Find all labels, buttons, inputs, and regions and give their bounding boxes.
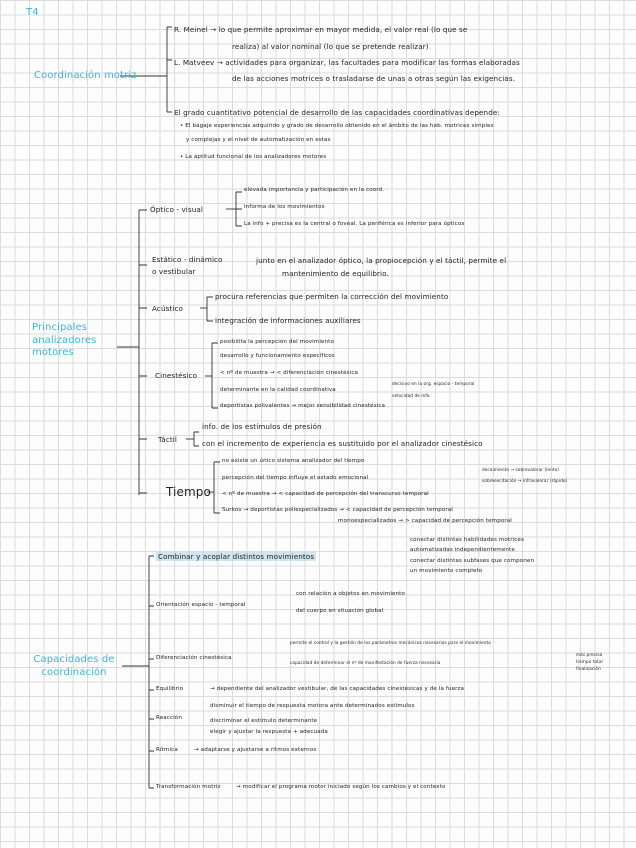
reaccion-label: Reacción <box>156 715 182 721</box>
cinestesico-label: Cinestésico <box>155 371 198 380</box>
s1-line-7: y complejas y el nivel de automatización en estas <box>186 137 331 143</box>
s1-line-4: de las acciones motrices o trasladarse de unas a otras según las exigencias. <box>232 74 516 83</box>
s1-line-3: L. Matveev → actividades para organizar, las facultades para modificar las formas elaboradas <box>174 58 520 67</box>
cinestesico-d2: velocidad de info. <box>392 393 431 398</box>
optico-c: La info + precisa es la central o foveal. La periférica es inferior para ópticos <box>244 221 465 227</box>
transformacion-a: → modificar el programa motor iniciado según los cambios y el contexto <box>236 784 446 790</box>
acustico-a: procura referencias que permiten la corrección del movimiento <box>215 292 449 301</box>
tiempo-b: percepción del tiempo influye el estado emocional <box>222 475 369 481</box>
tiempo-e: monoespecializados → > capacidad de percepción temporal <box>338 518 512 524</box>
heading-analizadores-motores: Principales analizadores motores <box>32 322 97 358</box>
tiempo-b2: sobreexcitación → infravalorar (rápido) <box>482 478 568 483</box>
diferenciacion-label: Diferenciación cinestésica <box>156 655 232 661</box>
heading-capacidades-coordinacion: Capacidades de coordinación <box>33 654 115 678</box>
s1-line-1: R. Meinel → lo que permite aproximar en mayor medida, el valor real (lo que se <box>174 25 468 34</box>
combinar-d: un movimiento completo <box>410 568 483 574</box>
tiempo-a: no existe un único sistema analizador del tiempo <box>222 458 365 464</box>
tiempo-d: Surkov → deportistas poliespecializados → < capacidad de percepción temporal <box>222 507 453 513</box>
acustico-label: Acústico <box>152 304 184 313</box>
estatico-label-2: o vestibular <box>152 267 196 276</box>
diferenciacion-b1: más precisa <box>576 652 603 657</box>
diferenciacion-b: capacidad de determinar el nº de manifestación de fuerza necesaria <box>290 660 441 665</box>
optico-a: elevada importancia y participación en la coord. <box>244 187 385 193</box>
equilibrio-label: Equilibrio <box>156 686 184 692</box>
cinestesico-c: < nº de muestra → < diferenciación cinestésica <box>220 370 359 376</box>
tiempo-b1: decaimiento → sobrevalorar (lento) <box>482 467 560 472</box>
cinestesico-b: desarrollo y funcionamiento específicos <box>220 353 335 359</box>
combinar-c: conectar distintas subfases que componen <box>410 558 535 564</box>
diferenciacion-b3: finalización <box>576 666 601 671</box>
reaccion-c: elegir y ajustar la respuesta + adecuada <box>210 729 328 735</box>
tactil-a: info. de los estímulos de presión <box>202 422 322 431</box>
ritmica-a: → adaptarse y ajustarse a ritmos externos <box>194 747 317 753</box>
optico-b: informa de los movimientos <box>244 204 325 210</box>
tactil-b: con el incremento de experiencia es sustituido por el analizador cinestésico <box>202 439 483 448</box>
s1-line-5: El grado cuantitativo potencial de desarrollo de las capacidades coordinativas depende: <box>174 108 500 117</box>
s1-line-6: • El bagaje experiencias adquirido y grado de desarrollo obtenido en el ámbito de las hab. motrices simples <box>180 123 494 129</box>
orientacion-label: Orientación espacio - temporal <box>156 602 246 608</box>
diferenciacion-b2: tiempo total <box>576 659 603 664</box>
estatico-a: junto en el analizador óptico, la propiocepción y el táctil, permite el <box>256 256 507 265</box>
diferenciacion-a: permite el control y la gestión de los parámetros mecánicos necesarios para el movimiento <box>290 640 491 645</box>
reaccion-b: discriminar el estímulo determinante <box>210 718 318 724</box>
heading-coordinacion-motriz: Coordinación motriz <box>34 70 137 81</box>
tiempo-c: < nº de muestra → < capacidad de percepción del transcurso temporal <box>222 491 429 497</box>
cinestesico-d: determinante en la calidad coordinativa <box>220 387 336 393</box>
transformacion-label: Transformación motriz <box>156 784 221 790</box>
combinar-a: conectar distintas habilidades motrices <box>410 537 524 543</box>
tiempo-label: Tiempo <box>166 485 211 499</box>
estatico-b: mantenimiento de equilibrio. <box>282 269 389 278</box>
cinestesico-a: posibilita la percepción del movimiento <box>220 339 334 345</box>
combinar-label <box>156 553 316 560</box>
reaccion-a: disminuir el tiempo de respuesta motora ante determinados estímulos <box>210 703 415 709</box>
orientacion-b: del cuerpo en situación global <box>296 608 384 614</box>
estatico-label-1: Estático - dinámico <box>152 255 223 264</box>
combinar-b: automatizadas independientemente <box>410 547 515 553</box>
acustico-b: integración de informaciones auxiliares <box>215 316 361 325</box>
tactil-label: Táctil <box>158 435 177 444</box>
equilibrio-a: → dependiente del analizador vestibular, de las capacidades cinestésicas y de la fuerza <box>210 686 465 692</box>
s1-line-2: realiza) al valor nominal (lo que se pretende realizar) <box>232 42 429 51</box>
page-label: T4 <box>26 7 39 18</box>
s1-line-8: • La aptitud funcional de los analizadores motores <box>180 154 327 160</box>
cinestesico-e: deportistas polivalentes → mejor sensibilidad cinestésica <box>220 403 386 409</box>
combinar-label-text: Combinar y acoplar distintos movimientos <box>158 552 315 561</box>
optico-label: Óptico - visual <box>150 205 203 214</box>
orientacion-a: con relación a objetos en movimiento <box>296 591 405 597</box>
ritmica-label: Rítmica <box>156 747 178 753</box>
cinestesico-d1: decisivo en la org. espacio - temporal <box>392 381 475 386</box>
